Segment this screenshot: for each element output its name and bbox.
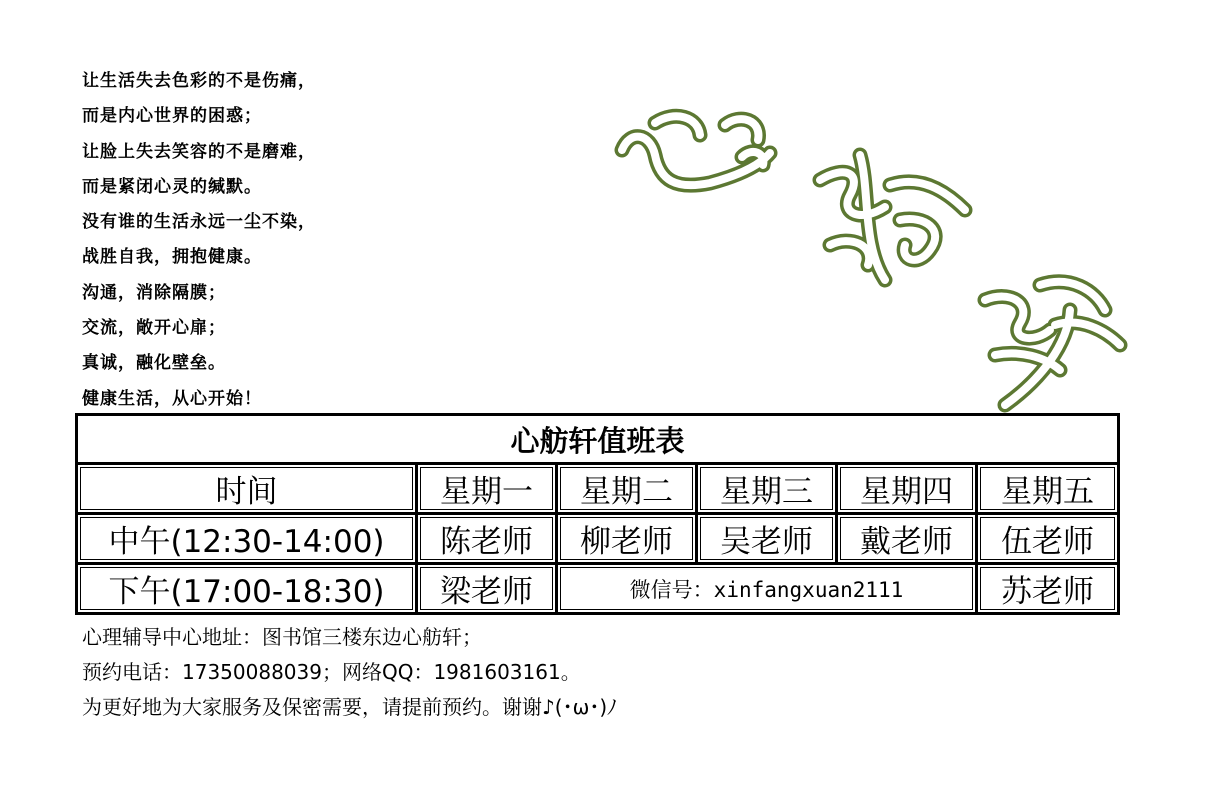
noon-tuesday-cell: 柳老师 [557, 514, 697, 564]
poem-line: 真诚，融化壁垒。 [82, 353, 226, 374]
header-time: 时间 [77, 464, 417, 514]
table-row-noon [77, 514, 1119, 564]
header-tuesday: 星期二 [557, 464, 697, 514]
afternoon-monday-cell: 梁老师 [417, 564, 557, 614]
poem-line: 战胜自我，拥抱健康。 [82, 247, 262, 268]
calligraphy-xuan-glyph [985, 282, 1120, 405]
afternoon-time-cell: 下午(17:00-18:30) [77, 564, 417, 614]
noon-time-cell: 中午(12:30-14:00) [77, 514, 417, 564]
calligraphy-fang-glyph [820, 155, 965, 280]
header-wednesday: 星期三 [697, 464, 837, 514]
table-title-row [77, 415, 1119, 464]
poem-line: 沟通，消除隔膜； [82, 282, 226, 303]
poem-line: 而是内心世界的困惑； [82, 106, 262, 127]
duty-schedule-table [75, 413, 1120, 615]
poem-line: 没有谁的生活永远一尘不染， [82, 212, 316, 233]
table-title: 心舫轩值班表 [77, 415, 1119, 464]
wechat-id-cell: 微信号：xinfangxuan2111 [557, 564, 977, 614]
poem-line: 健康生活，从心开始！ [82, 388, 262, 409]
address-line: 心理辅导中心地址：图书馆三楼东边心舫轩； [82, 625, 482, 649]
poem-line: 交流，敞开心扉； [82, 318, 226, 339]
noon-wednesday-cell: 吴老师 [697, 514, 837, 564]
noon-thursday-cell: 戴老师 [837, 514, 977, 564]
poem-line: 让脸上失去笑容的不是磨难， [82, 141, 316, 162]
header-friday: 星期五 [977, 464, 1119, 514]
noon-friday-cell: 伍老师 [977, 514, 1119, 564]
table-row-afternoon [77, 564, 1119, 614]
poem-line: 让生活失去色彩的不是伤痛， [82, 71, 316, 91]
appointment-note-line: 为更好地为大家服务及保密需要，请提前预约。谢谢♪(･ω･)ﾉ [82, 695, 618, 719]
contact-footer [82, 620, 617, 725]
noon-monday-cell: 陈老师 [417, 514, 557, 564]
phone-qq-line: 预约电话：17350088039；网络QQ：1981603161。 [82, 660, 581, 684]
afternoon-friday-cell: 苏老师 [977, 564, 1119, 614]
table-header-row [77, 464, 1119, 514]
header-thursday: 星期四 [837, 464, 977, 514]
poem-text [82, 64, 602, 417]
calligraphy-logo [600, 95, 1160, 420]
calligraphy-xin-glyph [622, 116, 770, 185]
poem-line: 而是紧闭心灵的缄默。 [82, 176, 262, 197]
header-monday: 星期一 [417, 464, 557, 514]
